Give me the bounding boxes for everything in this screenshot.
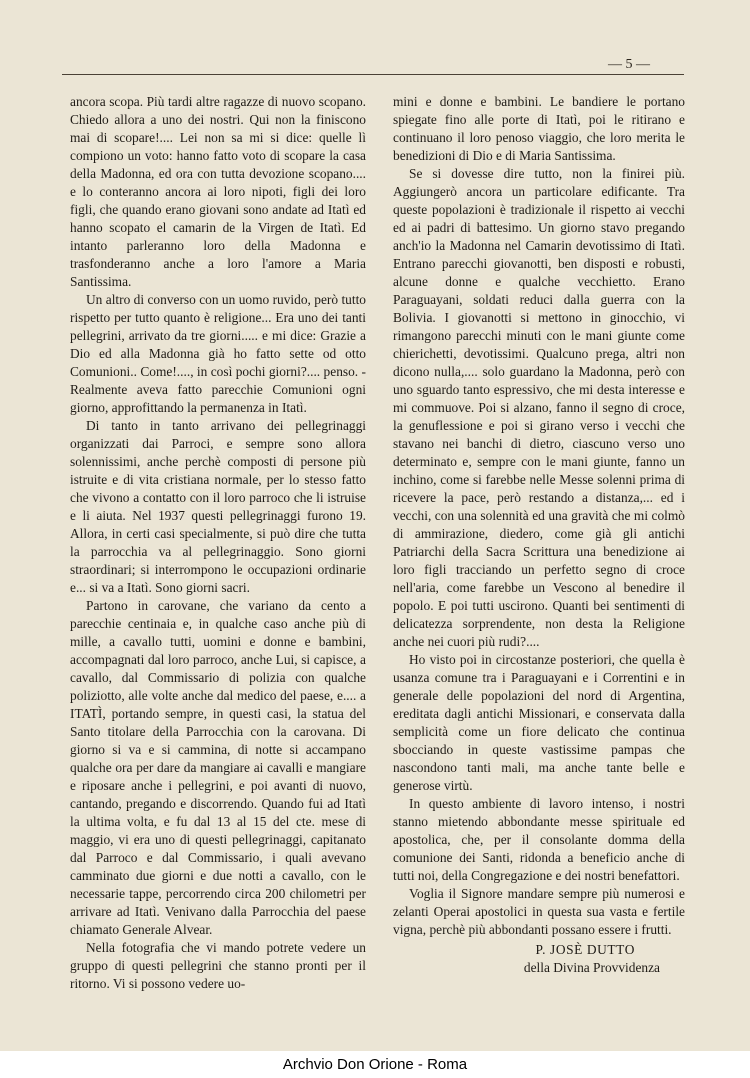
header-rule (62, 74, 684, 75)
paragraph: Nella fotografia che vi mando potrete vedere un gruppo di questi pellegrini che stanno pronti per il ritorno. Vi si possono vedere uo- (70, 940, 366, 991)
signature-name: P. JOSÈ DUTTO (535, 942, 635, 957)
paragraph: In questo ambiente di lavoro intenso, i nostri stanno mietendo abbondante messe spirituale ed apostolica, che, per il consolante domma della comunione dei Santi, ridonda a beneficio anche di tutti noi, della Congregazione e dei nostri benefattori. (393, 796, 685, 883)
paragraph: ancora scopa. Più tardi altre ragazze di nuovo scopano. Chiedo allora a uno dei nostri. Qui non la finiscono mai di scopare!.... Lei non sa mi si dice: quelle lì compiono un voto: hanno fatto voto di scopare la casa della Madonna, ed ora con tutta devozione scopano.... e lo conteranno ancora ai loro nipoti, figli dei loro figli, che quando erano giovani sono andate ad Itatì ed hanno scopato el camarin de la Virgen de Itatì. Ed intanto parleranno loro della Madonna e trasfonderanno anche a loro l'amore a Maria Santissima. (70, 94, 366, 289)
footer-text: Archvio Don Orione - Roma (282, 1056, 468, 1073)
paragraph: mini e donne e bambini. Le bandiere le portano spiegate fino alle porte di Itatì, poi le ritirano e continuano il loro penoso viaggio, che loro merita le benedizioni di Dio e di Maria Santissima. (393, 94, 685, 163)
page-number: — 5 — (608, 57, 650, 72)
paragraph: Partono in carovane, che variano da cento a parecchie centinaia e, in qualche caso anche più di mille, a cavallo tutti, uomini e donne e bambini, accompagnati dal loro parroco, anche Lui, si capisce, a cavallo, dal Commissario di polizia con qualche poliziotto, alle volte anche dal medico del paese, e.... a ITATÌ, portando sempre, in questi casi, la statua del Santo titolare della Parrocchia con la carovana. Di giorno si va e si cammina, di notte si accampano qualche ora per dare da mangiare ai cavalli e mangiare e riposare anche i pellegrini, e poi avanti di nuovo, cantando, pregando e discorrendo. Quando fui ad Itatì la ultima volta, e fu dal 13 al 15 del cte. mese di maggio, vi era uno di questi pellegrinaggi, capitanato dal Parroco e dal Commissario, i quali avevano camminato due giorni e due notti a cavallo, con le necessarie tappe, percorrendo circa 200 chilometri per arrivare ad Itatì. Venivano dalla Parrocchia del paese chiamato Generale Alvear. (70, 598, 366, 937)
paragraph: Voglia il Signore mandare sempre più numerosi e zelanti Operai apostolici in questa sua vasta e fertile vigna, perchè più abbondanti possano essere i frutti. (393, 886, 685, 937)
paragraph: Di tanto in tanto arrivano dei pellegrinaggi organizzati dai Parroci, e sempre sono allora solennissimi, anche perchè composti di persone più istruite e di vita cristiana normale, per lo stesso fatto che vivono a contatto con il loro parroco che li istruise e li aiuta. Nel 1937 questi pellegrinaggi furono 19. Allora, in certi casi specialmente, si può dire che tutta la parrocchia va al pellegrinaggio. Sono giorni straordinari; si interrompono le occupazioni ordinarie e... si va a Itatì. Sono giorni sacri. (70, 418, 366, 595)
left-column (70, 93, 366, 993)
paragraph: Se si dovesse dire tutto, non la finirei più. Aggiungerò ancora un particolare edificante. Tra queste popolazioni è tradizionale il rispetto ai vecchi ed ai padri di battesimo. Un giorno stavo pregando anch'io la Madonna nel Camarin devotissimo di Itatì. Entrano parecchi giovanotti, ben disposti e robusti, alcune donne e qualche vecchietto. Erano Paraguayani, soldati reduci dalla guerra con la Bolivia. I giovanotti si mettono in ginocchio, vi rimangono parecchi minuti con le mani giunte come chierichetti, devotissimi. Qualcuno prega, altri non dicono nulla,.... solo guardano la Madonna, però con uno sguardo tanto espressivo, che mi desta interesse e mi commuove. Poi si alzano, fanno il segno di croce, la genuflessione e poi si girano verso i vecchi che stavano nei banchi di dietro, ciascuno verso uno determinato e, sempre con le mani giunte, fanno un inchino, come si farebbe nelle Messe solenni prima di ricevere la pace, però restando a distanza,... ed i vecchi, con una solennità ed una gravità che mi colmò di ammirazione, diedero, come già gli antichi Patriarchi della Sacra Scrittura una benedizione ai loro figli tracciando un perfetto segno di croce nell'aria, come farebbe un Vescono al benedire il popolo. E poi tutti uscirono. Quanti bei sentimenti di delicatezza sorprendente, non desta la Religione anche nei cuori più rudi?.... (393, 166, 685, 649)
right-column (393, 93, 685, 977)
paragraph: Un altro di converso con un uomo ruvido, però tutto rispetto per tutto quanto è religione... Era uno dei tanti pellegrini, arrivato da tre giorni..... e mi dice: Grazie a Dio ed alla Madonna già ho fatto sette od otto Comunioni.. Come!...., in così pochi giorni?.... penso. - Realmente aveva fatto parecchie Comunioni ogni giorno, approfittando la permanenza in Itatì. (70, 292, 366, 415)
signature-affiliation: della Divina Provvidenza (523, 960, 660, 975)
archive-footer (0, 1051, 750, 1078)
paragraph: Ho visto poi in circostanze posteriori, che quella è usanza comune tra i Paraguayani e i Correntini e in generale delle popolazioni del nord di Argentina, ereditata dagli antichi Missionari, e conservata dalla semplicità come un fiore delicato che continua sbocciando in queste vastissime pampas che nascondono tanti mali, ma anche tante belle e generose virtù. (393, 652, 685, 793)
